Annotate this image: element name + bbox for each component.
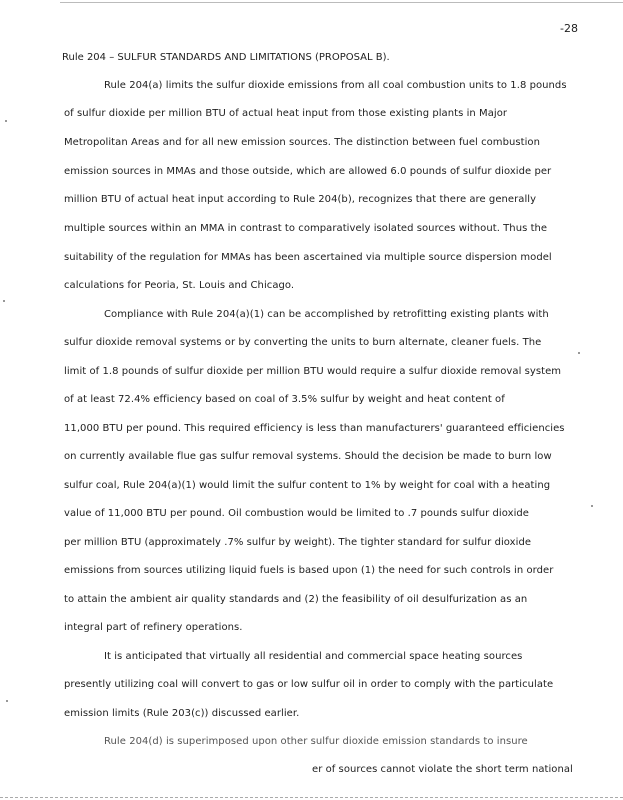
section-heading: Rule 204 – SULFUR STANDARDS AND LIMITATIONS (PROPOSAL B).: [62, 52, 390, 63]
top-scan-edge: [60, 2, 623, 3]
body-line: 11,000 BTU per pound. This required efficiency is less than manufacturers' guaranteed efficiencies: [64, 423, 565, 434]
body-line: suitability of the regulation for MMAs has been ascertained via multiple source dispersion model: [64, 252, 552, 263]
body-line: Compliance with Rule 204(a)(1) can be accomplished by retrofitting existing plants with: [104, 309, 549, 320]
bottom-scan-edge: [0, 797, 623, 798]
body-line: on currently available flue gas sulfur removal systems. Should the decision be made to burn low: [64, 451, 552, 462]
body-line: calculations for Peoria, St. Louis and Chicago.: [64, 280, 295, 291]
body-line: emissions from sources utilizing liquid fuels is based upon (1) the need for such controls in order: [64, 565, 554, 576]
body-line: integral part of refinery operations.: [64, 622, 243, 633]
scan-speck: [3, 300, 5, 302]
body-line: er of sources cannot violate the short term national: [312, 764, 573, 775]
body-line: emission limits (Rule 203(c)) discussed earlier.: [64, 708, 300, 719]
body-line: sulfur coal, Rule 204(a)(1) would limit the sulfur content to 1% by weight for coal with a heating: [64, 480, 551, 491]
body-line: limit of 1.8 pounds of sulfur dioxide per million BTU would require a sulfur dioxide removal system: [64, 366, 562, 377]
body-line: per million BTU (approximately .7% sulfur by weight). The tighter standard for sulfur dioxide: [64, 537, 532, 548]
scan-speck: [5, 120, 7, 122]
body-line: Rule 204(d) is superimposed upon other sulfur dioxide emission standards to insure: [104, 736, 528, 747]
scan-speck: [6, 700, 8, 702]
body-line: million BTU of actual heat input according to Rule 204(b), recognizes that there are generally: [64, 194, 537, 205]
scan-speck: [591, 505, 593, 507]
body-line: Metropolitan Areas and for all new emission sources. The distinction between fuel combustion: [64, 137, 540, 148]
body-line: value of 11,000 BTU per pound. Oil combustion would be limited to .7 pounds sulfur dioxide: [64, 508, 529, 519]
body-line: presently utilizing coal will convert to gas or low sulfur oil in order to comply with the particulate: [64, 679, 554, 690]
page-number: -28: [560, 22, 578, 35]
body-line: to attain the ambient air quality standards and (2) the feasibility of oil desulfurization as an: [64, 594, 528, 605]
body-line: emission sources in MMAs and those outside, which are allowed 6.0 pounds of sulfur dioxide per: [64, 166, 552, 177]
body-line: of sulfur dioxide per million BTU of actual heat input from those existing plants in Major: [64, 108, 508, 119]
body-line: Rule 204(a) limits the sulfur dioxide emissions from all coal combustion units to 1.8 pounds: [104, 80, 567, 91]
scan-speck: [578, 352, 580, 354]
body-line: It is anticipated that virtually all residential and commercial space heating sources: [104, 651, 523, 662]
body-line: sulfur dioxide removal systems or by converting the units to burn alternate, cleaner fuels. The: [64, 337, 542, 348]
body-line: multiple sources within an MMA in contrast to comparatively isolated sources without. Thus the: [64, 223, 548, 234]
body-line: of at least 72.4% efficiency based on coal of 3.5% sulfur by weight and heat content of: [64, 394, 505, 405]
